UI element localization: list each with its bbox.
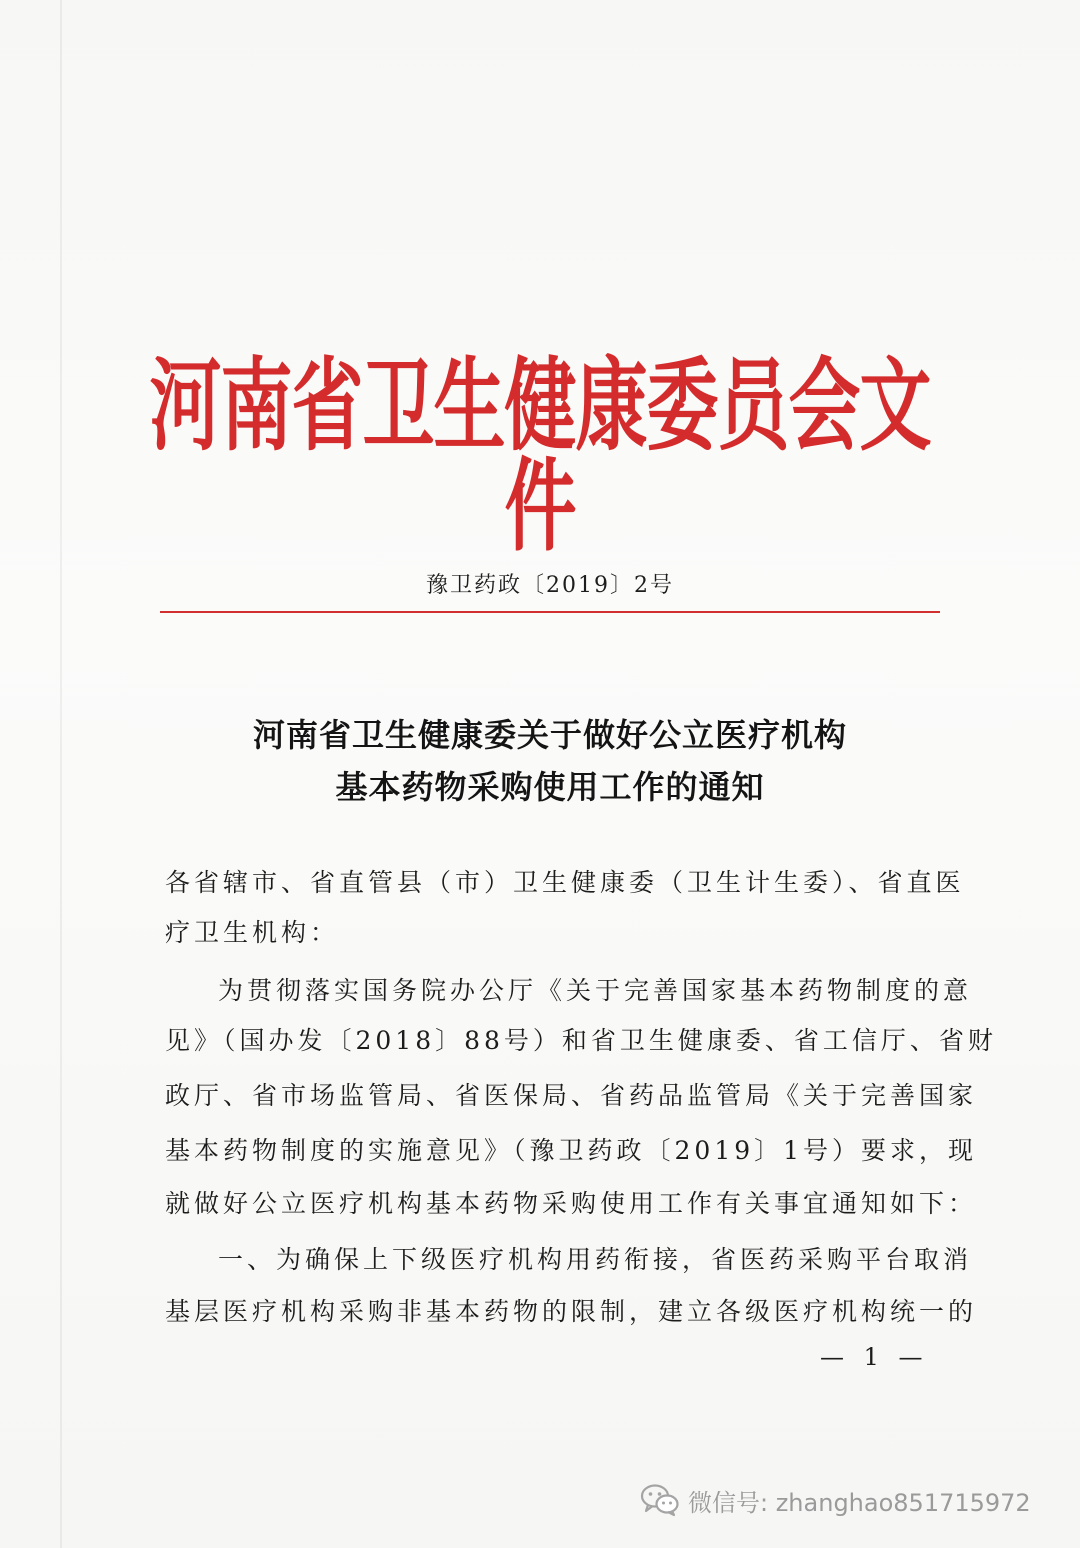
body-line: 基层医疗机构采购非基本药物的限制，建立各级医疗机构统一的 bbox=[165, 1297, 978, 1326]
wechat-watermark bbox=[640, 1480, 1031, 1520]
wechat-icon bbox=[640, 1483, 680, 1517]
page-number: — 1 — bbox=[820, 1343, 929, 1371]
notice-title-line-1: 河南省卫生健康委关于做好公立医疗机构 bbox=[252, 716, 847, 754]
body-line: 一、为确保上下级医疗机构用药衔接，省医药采购平台取消 bbox=[218, 1245, 973, 1274]
watermark-text: 微信号: zhanghao851715972 bbox=[688, 1488, 1031, 1517]
body-line: 见》（国办发〔2018〕88号）和省卫生健康委、省工信厅、省财 bbox=[165, 1026, 997, 1055]
document-number: 豫卫药政〔2019〕2号 bbox=[426, 573, 674, 598]
body-line: 为贯彻落实国务院办公厅《关于完善国家基本药物制度的意 bbox=[218, 976, 973, 1005]
red-divider-line bbox=[160, 611, 940, 613]
masthead-title: 河南省卫生健康委员会文件 bbox=[149, 345, 931, 565]
page-fold-shadow bbox=[60, 0, 62, 1548]
body-line: 基本药物制度的实施意见》（豫卫药政〔2019〕1号）要求，现 bbox=[165, 1136, 978, 1165]
body-line: 各省辖市、省直管县（市）卫生健康委（卫生计生委）、省直医 bbox=[165, 868, 965, 897]
body-line: 政厅、省市场监管局、省医保局、省药品监管局《关于完善国家 bbox=[165, 1081, 978, 1110]
body-line: 就做好公立医疗机构基本药物采购使用工作有关事宜通知如下： bbox=[165, 1189, 978, 1218]
notice-title-line-2: 基本药物采购使用工作的通知 bbox=[335, 768, 765, 806]
body-line: 疗卫生机构： bbox=[165, 918, 340, 947]
